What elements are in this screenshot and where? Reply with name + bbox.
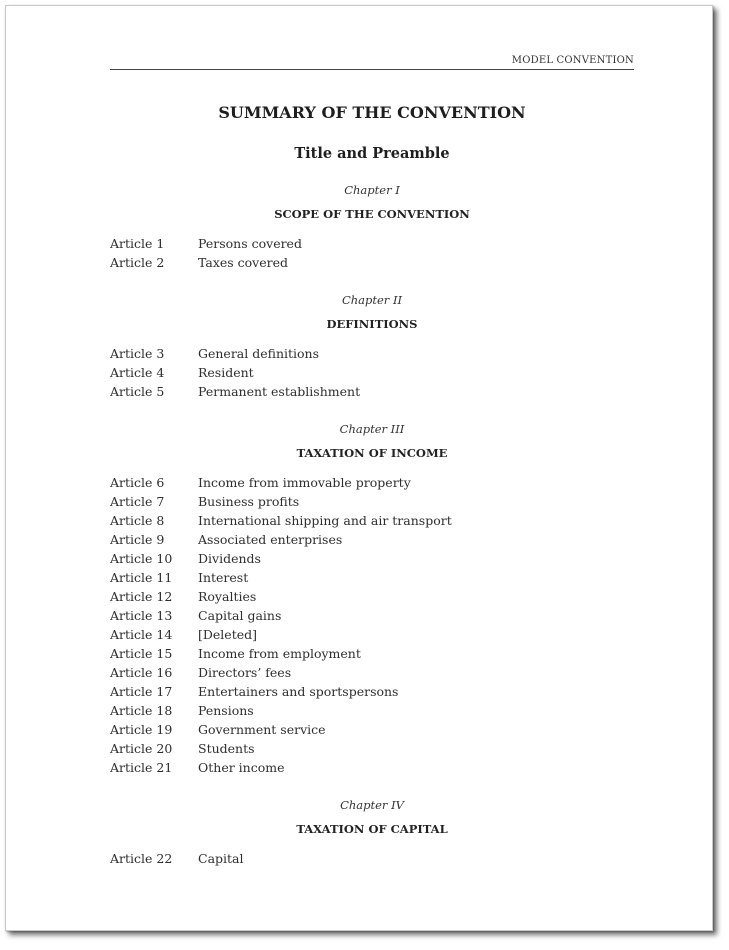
- article-list: [110, 234, 634, 272]
- article-title: Associated enterprises: [198, 532, 343, 547]
- article-title: Dividends: [198, 551, 261, 566]
- article-title: Directors’ fees: [198, 665, 292, 680]
- section-subtitle: Title and Preamble: [294, 145, 450, 162]
- article-list: [110, 344, 634, 401]
- article-title: Capital gains: [198, 608, 282, 623]
- article-row: [110, 644, 634, 663]
- article-number: Article 16: [110, 665, 173, 680]
- chapter-label: Chapter II: [341, 293, 403, 307]
- article-row: [110, 234, 634, 253]
- chapter-heading: SCOPE OF THE CONVENTION: [274, 207, 470, 221]
- article-row: [110, 344, 634, 363]
- chapter-4: [110, 797, 634, 868]
- article-number: Article 5: [110, 384, 165, 399]
- article-title: Interest: [198, 570, 249, 585]
- article-number: Article 15: [110, 646, 173, 661]
- article-row: [110, 492, 634, 511]
- article-number: Article 9: [110, 532, 165, 547]
- chapter-2: [110, 292, 634, 401]
- article-number: Article 14: [110, 627, 173, 642]
- article-title: Entertainers and sportspersons: [198, 684, 399, 699]
- article-row: [110, 549, 634, 568]
- article-row: [110, 701, 634, 720]
- article-number: Article 3: [110, 346, 165, 361]
- article-title: Resident: [198, 365, 254, 380]
- article-list: [110, 849, 634, 868]
- article-title: Business profits: [198, 494, 300, 509]
- article-row: [110, 682, 634, 701]
- article-row: [110, 568, 634, 587]
- summary-content: [110, 102, 634, 868]
- article-title: Other income: [198, 760, 285, 775]
- article-number: Article 19: [110, 722, 173, 737]
- article-row: [110, 253, 634, 272]
- article-row: [110, 720, 634, 739]
- article-title: Government service: [198, 722, 326, 737]
- document-page: [5, 5, 713, 931]
- article-number: Article 2: [110, 255, 165, 270]
- article-title: Royalties: [198, 589, 257, 604]
- chapter-heading: DEFINITIONS: [326, 317, 418, 331]
- article-row: [110, 758, 634, 777]
- article-row: [110, 511, 634, 530]
- article-row: [110, 473, 634, 492]
- article-number: Article 17: [110, 684, 173, 699]
- article-number: Article 11: [110, 570, 173, 585]
- article-number: Article 18: [110, 703, 173, 718]
- article-title: Persons covered: [198, 236, 302, 251]
- chapter-label: Chapter IV: [340, 798, 404, 812]
- article-title: Pensions: [198, 703, 254, 718]
- article-number: Article 13: [110, 608, 173, 623]
- article-number: Article 12: [110, 589, 173, 604]
- article-title: International shipping and air transport: [198, 513, 452, 528]
- article-number: Article 1: [110, 236, 165, 251]
- article-title: Income from immovable property: [198, 475, 411, 490]
- article-row: [110, 625, 634, 644]
- chapter-heading: TAXATION OF CAPITAL: [296, 822, 448, 836]
- article-row: [110, 663, 634, 682]
- article-title: Students: [198, 741, 255, 756]
- article-number: Article 4: [110, 365, 165, 380]
- running-header: MODEL CONVENTION: [110, 54, 634, 70]
- article-number: Article 8: [110, 513, 165, 528]
- chapter-label: Chapter I: [344, 183, 400, 197]
- page-title: SUMMARY OF THE CONVENTION: [218, 103, 526, 122]
- article-title: Taxes covered: [198, 255, 289, 270]
- article-title: General definitions: [198, 346, 320, 361]
- article-row: [110, 587, 634, 606]
- chapter-1: [110, 182, 634, 272]
- article-row: [110, 530, 634, 549]
- article-row: [110, 606, 634, 625]
- article-row: [110, 363, 634, 382]
- article-number: Article 6: [110, 475, 165, 490]
- article-title: Income from employment: [198, 646, 361, 661]
- article-number: Article 20: [110, 741, 173, 756]
- article-number: Article 10: [110, 551, 173, 566]
- article-title: Capital: [198, 851, 244, 866]
- article-row: [110, 382, 634, 401]
- chapter-label: Chapter III: [339, 422, 405, 436]
- article-title: Permanent establishment: [198, 384, 361, 399]
- article-row: [110, 849, 634, 868]
- article-list: [110, 473, 634, 777]
- article-title: [Deleted]: [198, 627, 257, 642]
- article-number: Article 22: [110, 851, 173, 866]
- article-number: Article 21: [110, 760, 173, 775]
- chapter-3: [110, 421, 634, 777]
- article-row: [110, 739, 634, 758]
- chapter-heading: TAXATION OF INCOME: [296, 446, 448, 460]
- article-number: Article 7: [110, 494, 165, 509]
